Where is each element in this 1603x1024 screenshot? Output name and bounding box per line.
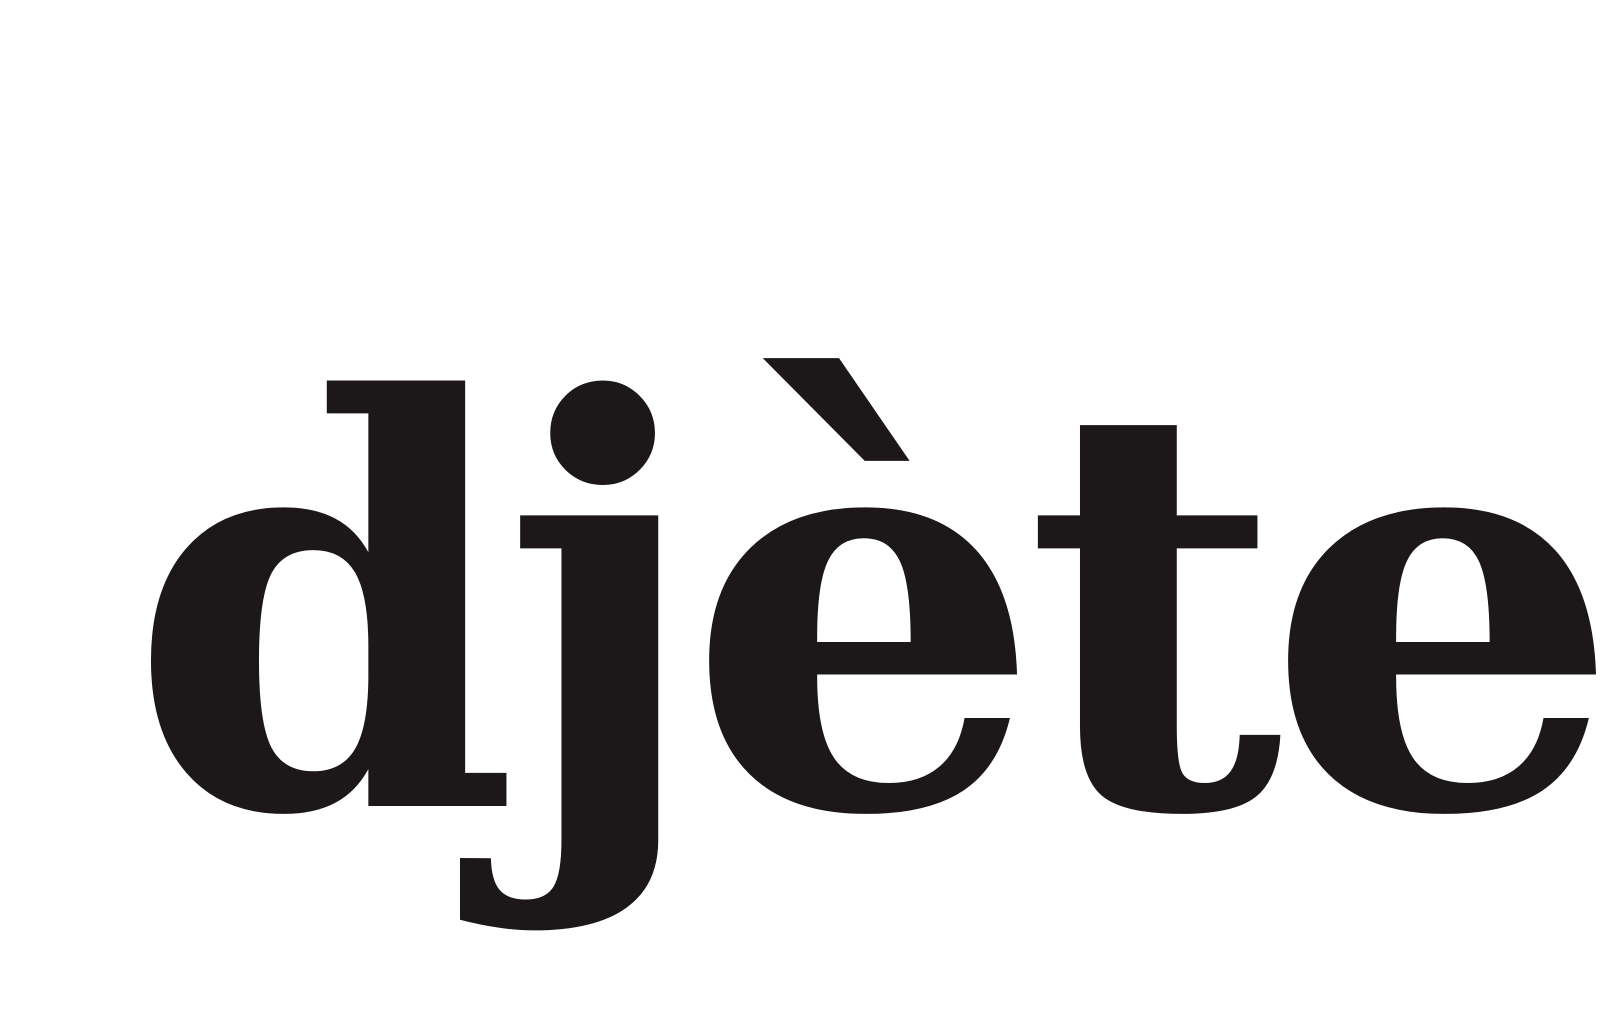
printed-word: djète <box>128 281 1603 939</box>
